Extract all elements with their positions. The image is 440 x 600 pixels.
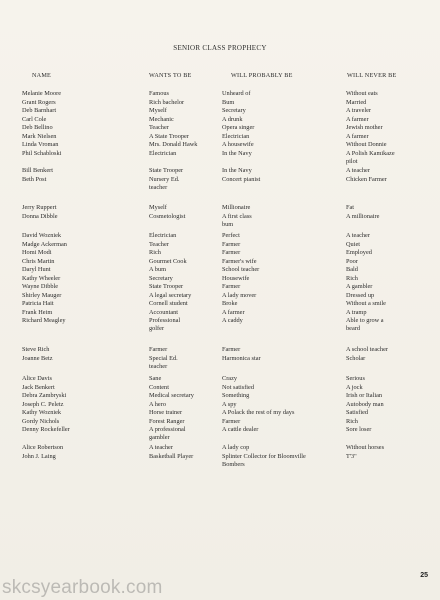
wants-to-be: Medical secretary — [149, 392, 194, 399]
will-never-be: Without Donnie — [346, 141, 387, 148]
will-probably-be: Farmer's wife — [222, 257, 257, 265]
will-probably-be: Perfect — [222, 232, 240, 239]
wants-to-be: Professional golfer — [149, 317, 181, 333]
wants-to-be: Myself — [149, 107, 167, 114]
will-probably-be: Concert pianist — [222, 175, 261, 183]
will-never-be: Quiet — [346, 240, 360, 248]
will-never-be: Married — [346, 98, 367, 106]
student-name: Beth Post — [22, 175, 47, 183]
will-probably-be: Harmonica star — [222, 354, 261, 362]
will-probably-be: A Polack the rest of my days — [222, 409, 295, 416]
student-name: Gordy Nichols — [22, 417, 60, 425]
wants-to-be: Gourmet Cook — [149, 257, 187, 265]
will-probably-be: Bum — [222, 98, 235, 106]
will-probably-be: A first class bum — [222, 212, 252, 228]
will-probably-be: A cattle dealer — [222, 426, 259, 433]
will-probably-be: A spy — [222, 400, 237, 408]
will-probably-be: Electrician — [222, 132, 250, 140]
will-probably-be: A lady mover — [222, 291, 257, 299]
will-probably-be: Opera singer — [222, 124, 255, 131]
student-name: Denny Rockefeller — [22, 426, 70, 433]
wants-to-be: Teacher — [149, 240, 169, 248]
wants-to-be: Electrician — [149, 149, 177, 157]
student-name: Phil Schabloski — [22, 149, 62, 157]
wants-to-be: Content — [149, 383, 169, 391]
header-will-probably: WILL PROBABLY BE — [231, 72, 293, 79]
student-name: Jerry Ruppert — [22, 204, 57, 211]
wants-to-be: Mrs. Donald Hawk — [149, 141, 198, 148]
header-wants: WANTS TO BE — [149, 72, 192, 79]
will-never-be: Fat — [346, 204, 355, 211]
wants-to-be: Myself — [149, 204, 167, 211]
will-probably-be: In the Navy — [222, 167, 252, 174]
student-name: Bill Benkert — [22, 167, 53, 174]
will-never-be: Serious — [346, 375, 365, 382]
will-probably-be: School teacher — [222, 266, 260, 273]
will-probably-be: Farmer — [222, 249, 241, 256]
wants-to-be: Mechanic — [149, 115, 174, 123]
table-row — [0, 149, 440, 165]
student-name: Richard Meagley — [22, 317, 66, 324]
will-never-be: Sore loser — [346, 426, 372, 433]
student-name: Carl Cole — [22, 115, 47, 123]
will-probably-be: Broke — [222, 300, 238, 307]
will-never-be: Dressed up — [346, 291, 375, 299]
wants-to-be: Farmer — [149, 346, 168, 353]
student-name: Wayne Dibble — [22, 283, 59, 290]
student-name: Chris Martin — [22, 257, 55, 265]
wants-to-be: A State Trooper — [149, 132, 189, 140]
will-probably-be: Farmer — [222, 283, 241, 290]
wants-to-be: A teacher — [149, 444, 173, 451]
will-never-be: T'3" — [346, 452, 357, 460]
wants-to-be: State Trooper — [149, 283, 184, 290]
student-name: Grant Rogers — [22, 98, 56, 106]
watermark: skcsyearbook.com — [2, 577, 163, 598]
will-probably-be: A housewife — [222, 141, 254, 148]
table-row — [0, 426, 440, 442]
will-probably-be: A farmer — [222, 308, 245, 316]
student-name: Melanie Moore — [22, 90, 61, 97]
will-probably-be: In the Navy — [222, 149, 252, 157]
student-name: David Wozniek — [22, 232, 62, 239]
student-name: Jack Benkert — [22, 383, 55, 391]
will-never-be: A traveler — [346, 107, 371, 114]
wants-to-be: Famous — [149, 90, 169, 97]
will-never-be: A gambler — [346, 283, 373, 290]
student-name: Homi Modi — [22, 249, 52, 256]
header-will-never: WILL NEVER BE — [347, 72, 397, 79]
wants-to-be: Horse trainer — [149, 409, 183, 416]
will-probably-be: Not satisfied — [222, 383, 255, 391]
will-never-be: Without eats — [346, 90, 378, 97]
page-title: SENIOR CLASS PROPHECY — [173, 44, 267, 52]
student-name: Daryl Hunt — [22, 266, 51, 273]
will-never-be: A tramp — [346, 308, 367, 316]
student-name: Deb Barnhart — [22, 107, 57, 114]
wants-to-be: Nursery Ed. teacher — [149, 175, 180, 191]
student-name: Shirley Mauger — [22, 291, 62, 299]
wants-to-be: A legal secretary — [149, 291, 192, 299]
wants-to-be: Teacher — [149, 124, 169, 131]
will-never-be: A school teacher — [346, 346, 388, 353]
wants-to-be: Basketball Player — [149, 452, 194, 460]
student-name: Kathy Wheeler — [22, 274, 61, 282]
will-never-be: Satisfied — [346, 409, 369, 416]
will-never-be: A teacher — [346, 232, 370, 239]
table-row — [0, 354, 440, 370]
will-probably-be: Secretary — [222, 107, 246, 114]
will-never-be: Poor — [346, 257, 358, 265]
table-row — [0, 212, 440, 228]
wants-to-be: A hero — [149, 400, 166, 408]
will-never-be: Bald — [346, 266, 358, 273]
wants-to-be: Accountant — [149, 308, 179, 316]
header-name: NAME — [32, 72, 52, 79]
student-name: Steve Rich — [22, 346, 50, 353]
student-name: Kathy Wozniek — [22, 409, 62, 416]
student-name: Mark Nielsen — [22, 132, 57, 140]
will-never-be: A farmer — [346, 132, 369, 140]
will-probably-be: Unheard of — [222, 90, 251, 97]
will-never-be: Employed — [346, 249, 372, 256]
will-never-be: Chicken Farmer — [346, 175, 387, 183]
table-row — [0, 175, 440, 191]
will-probably-be: A lady cop — [222, 444, 250, 451]
wants-to-be: Cosmetologist — [149, 212, 186, 220]
wants-to-be: Secretary — [149, 274, 173, 282]
will-probably-be: A drunk — [222, 115, 243, 123]
page-number: 25 — [420, 572, 428, 579]
student-name: Deb Bellino — [22, 124, 53, 131]
will-never-be: A Polish Kamikaze pilot — [346, 149, 395, 165]
will-never-be: Autobody man — [346, 400, 384, 408]
student-name: Linda Vroman — [22, 141, 59, 148]
will-probably-be: A caddy — [222, 317, 243, 324]
student-name: Madge Ackerman — [22, 240, 67, 248]
wants-to-be: Rich bachelor — [149, 98, 185, 106]
student-name: Joseph C. Peletz — [22, 400, 64, 408]
will-probably-be: Something — [222, 392, 250, 399]
will-never-be: A millionaire — [346, 212, 380, 220]
will-never-be: Scholar — [346, 354, 366, 362]
student-name: Alice Robertson — [22, 444, 64, 451]
wants-to-be: State Trooper — [149, 167, 184, 174]
student-name: Alice Davis — [22, 375, 52, 382]
will-probably-be: Housewife — [222, 274, 250, 282]
will-probably-be: Farmer — [222, 417, 241, 425]
wants-to-be: Sane — [149, 375, 162, 382]
wants-to-be: Forest Ranger — [149, 417, 185, 425]
student-name: Patricia Hait — [22, 300, 54, 307]
will-probably-be: Farmer — [222, 346, 241, 353]
will-never-be: A jock — [346, 383, 363, 391]
will-never-be: Jewish mother — [346, 124, 383, 131]
student-name: Joanne Betz — [22, 354, 53, 362]
will-never-be: A teacher — [346, 167, 370, 174]
will-never-be: Rich — [346, 274, 358, 282]
wants-to-be: A professional gambler — [149, 426, 186, 442]
will-never-be: Without a smile — [346, 300, 386, 307]
will-never-be: A farmer — [346, 115, 369, 123]
wants-to-be: A bum — [149, 266, 166, 273]
table-row — [0, 452, 440, 468]
student-name: Debra Zambryski — [22, 392, 67, 399]
student-name: Frank Heim — [22, 308, 53, 316]
will-probably-be: Crazy — [222, 375, 238, 382]
table-row — [0, 317, 440, 333]
will-never-be: Without horses — [346, 444, 385, 451]
student-name: John J. Laing — [22, 452, 56, 460]
wants-to-be: Rich — [149, 249, 161, 256]
will-probably-be: Splinter Collector for Bloomville Bombers — [222, 452, 306, 468]
will-never-be: Irish or Italian — [346, 392, 383, 399]
wants-to-be: Electrician — [149, 232, 177, 239]
will-probably-be: Millionaire — [222, 204, 251, 211]
will-never-be: Able to grow a beard — [346, 317, 384, 333]
wants-to-be: Cornell student — [149, 300, 188, 307]
will-never-be: Rich — [346, 417, 358, 425]
student-name: Donna Dibble — [22, 212, 58, 220]
wants-to-be: Special Ed. teacher — [149, 354, 178, 370]
will-probably-be: Farmer — [222, 240, 241, 248]
